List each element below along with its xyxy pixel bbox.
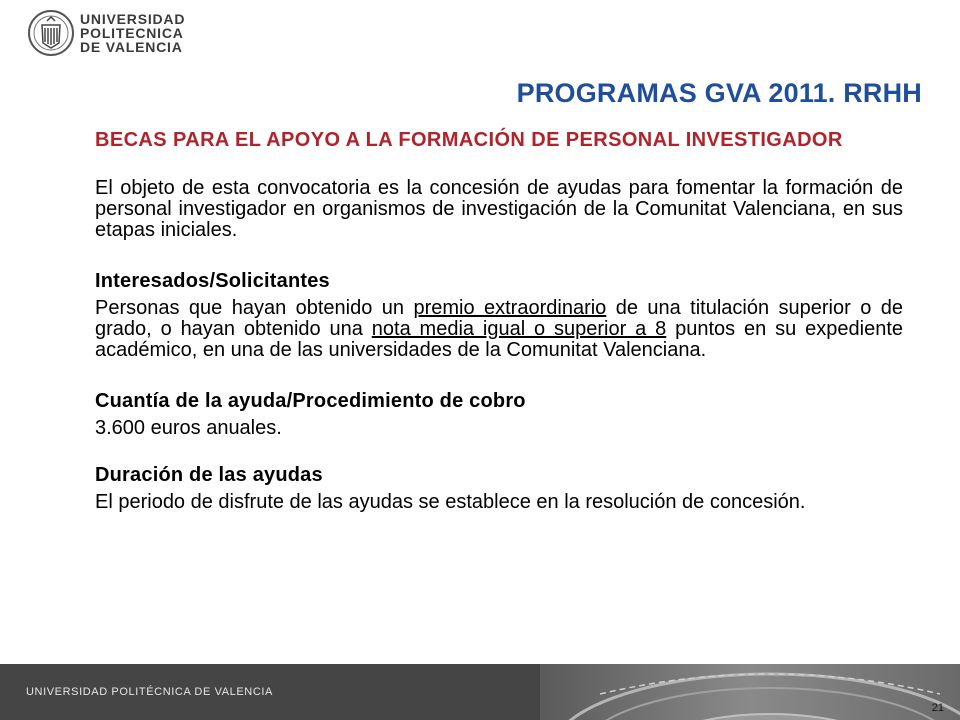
interesados-text-1: Personas que hayan obtenido un [95, 297, 414, 319]
page-number: 21 [931, 702, 944, 714]
duracion-text: El periodo de disfrute de las ayudas se establece en la resolución de concesión. [95, 491, 806, 513]
university-logo [28, 8, 186, 58]
slide-title: PROGRAMAS GVA 2011. RRHH [516, 78, 922, 108]
footer-institution: UNIVERSIDAD POLITÉCNICA DE VALENCIA [26, 686, 273, 698]
logo-line-1: UNIVERSIDAD [80, 11, 186, 27]
interesados-text-2: de una titulación superior o de grado, o hayan obtenido una [95, 297, 904, 340]
slide-subtitle: BECAS PARA EL APOYO A LA FORMACIÓN DE PERSONAL INVESTIGADOR [95, 129, 843, 151]
seal-background-icon [540, 664, 960, 720]
section-heading-duracion: Duración de las ayudas [95, 464, 323, 486]
cuantia-text: 3.600 euros anuales. [95, 417, 282, 439]
nota-media-underlined: nota media igual o superior a 8 [371, 318, 667, 340]
logo-wordmark [80, 12, 185, 54]
section-heading-interesados: Interesados/Solicitantes [95, 270, 330, 292]
footer-left-band [0, 664, 540, 720]
slide-body [95, 130, 903, 513]
section-heading-cuantia: Cuantía de la ayuda/Procedimiento de cobro [95, 390, 526, 412]
interesados-paragraph [95, 298, 903, 361]
logo-line-2: POLITECNICA [80, 25, 184, 41]
intro-paragraph: El objeto de esta convocatoria es la concesión de ayudas para fomentar la formación de personal investigador en organismos de investigación de la Comunitat Valenciana, en sus etapas iniciales. [95, 177, 903, 241]
premio-extraordinario-underlined: premio extraordinario [413, 297, 607, 319]
footer-bar [0, 664, 960, 720]
university-seal-icon [28, 9, 74, 57]
interesados-text-3: puntos en su expediente académico, en una de las universidades de la Comunitat Valenciana. [95, 318, 903, 361]
logo-line-3: DE VALENCIA [80, 39, 183, 55]
